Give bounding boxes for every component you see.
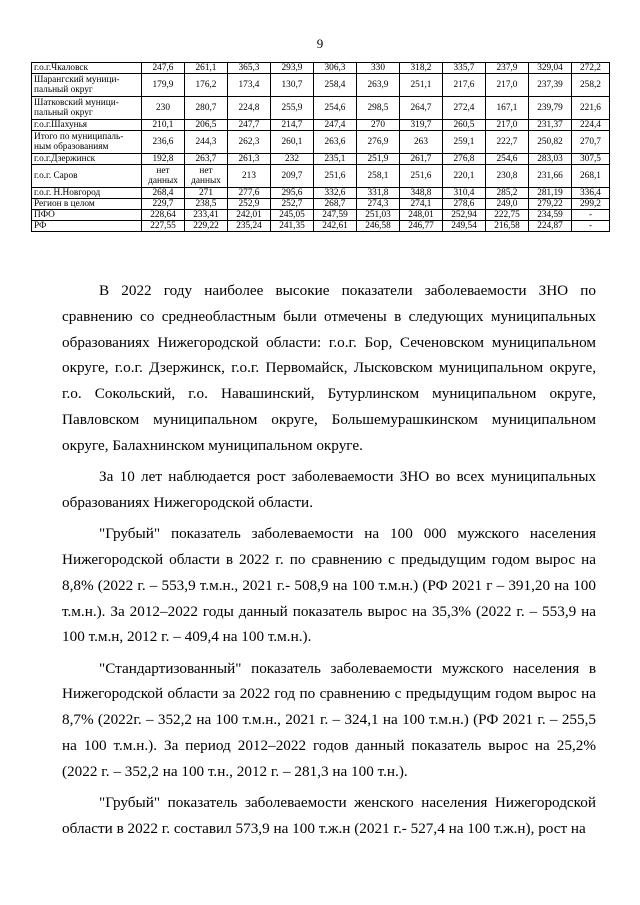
- value-cell: 179,9: [142, 74, 185, 97]
- value-cell: 280,7: [185, 97, 228, 120]
- value-cell: 238,5: [185, 199, 228, 210]
- value-cell: 306,3: [314, 63, 357, 74]
- value-cell: 231,37: [529, 120, 572, 131]
- value-cell: 236,6: [142, 131, 185, 154]
- value-cell: 251,1: [400, 74, 443, 97]
- value-cell: 209,7: [271, 165, 314, 188]
- value-cell: 274,1: [400, 199, 443, 210]
- value-cell: 242,61: [314, 221, 357, 232]
- value-cell: 278,6: [443, 199, 486, 210]
- value-cell: 260,5: [443, 120, 486, 131]
- row-name-cell: РФ: [32, 221, 142, 232]
- row-name-cell: г.о.г. Н.Новгород: [32, 188, 142, 199]
- value-cell: 293,9: [271, 63, 314, 74]
- value-cell: 213: [228, 165, 271, 188]
- value-cell: 176,2: [185, 74, 228, 97]
- value-cell: 247,6: [142, 63, 185, 74]
- incidence-table: [31, 62, 610, 232]
- value-cell: 192,8: [142, 154, 185, 165]
- value-cell: 261,3: [228, 154, 271, 165]
- row-name-cell: Шарангский муници-пальный округ: [32, 74, 142, 97]
- table-row: [32, 120, 610, 131]
- value-cell: 241,35: [271, 221, 314, 232]
- value-cell: 285,2: [486, 188, 529, 199]
- value-cell: 231,66: [529, 165, 572, 188]
- value-cell: 252,9: [228, 199, 271, 210]
- value-cell: 224,4: [572, 120, 610, 131]
- table-row: [32, 63, 610, 74]
- value-cell: 318,2: [400, 63, 443, 74]
- value-cell: 247,4: [314, 120, 357, 131]
- value-cell: 258,4: [314, 74, 357, 97]
- value-cell: 299,2: [572, 199, 610, 210]
- row-name-cell: Шатковский муници-пальный округ: [32, 97, 142, 120]
- value-cell: 263,9: [357, 74, 400, 97]
- value-cell: 258,2: [572, 74, 610, 97]
- value-cell: 249,54: [443, 221, 486, 232]
- value-cell: 239,79: [529, 97, 572, 120]
- table-row: [32, 221, 610, 232]
- value-cell: 272,4: [443, 97, 486, 120]
- row-name-cell: ПФО: [32, 210, 142, 221]
- value-cell: 272,2: [572, 63, 610, 74]
- value-cell: 216,58: [486, 221, 529, 232]
- value-cell: 214,7: [271, 120, 314, 131]
- value-cell: 268,1: [572, 165, 610, 188]
- value-cell: -: [572, 210, 610, 221]
- value-cell: 217,0: [486, 120, 529, 131]
- value-cell: 235,1: [314, 154, 357, 165]
- value-cell: 233,41: [185, 210, 228, 221]
- value-cell: 229,22: [185, 221, 228, 232]
- value-cell: 224,8: [228, 97, 271, 120]
- row-name-cell: г.о.г.Дзержинск: [32, 154, 142, 165]
- value-cell: 365,3: [228, 63, 271, 74]
- value-cell: 230,8: [486, 165, 529, 188]
- value-cell: 222,75: [486, 210, 529, 221]
- value-cell: 222,7: [486, 131, 529, 154]
- paragraph: За 10 лет наблюдается рост заболеваемости ЗНО во всех муниципальных образованиях Нижегородской области.: [62, 468, 596, 511]
- table-row: [32, 210, 610, 221]
- value-cell: 298,5: [357, 97, 400, 120]
- value-cell: 167,1: [486, 97, 529, 120]
- table-row: [32, 131, 610, 154]
- value-cell: 251,6: [400, 165, 443, 188]
- value-cell: 270,7: [572, 131, 610, 154]
- value-cell: 259,1: [443, 131, 486, 154]
- value-cell: 335,7: [443, 63, 486, 74]
- value-cell: 252,94: [443, 210, 486, 221]
- value-cell: 331,8: [357, 188, 400, 199]
- paragraph: "Грубый" показатель заболеваемости на 100 000 мужского населения Нижегородской области в 2022 г. по сравнению с предыдущим годом вырос на 8,8% (2022 г. – 553,9 т.м.н., 2021 г.- 508,9 на 100 т.м.н.) (РФ 2021 г – 391,20 на 100 т.м.н.). За 2012–2022 годы данный показатель вырос на 35,3% (2022 г. – 553,9 на 100 т.м.н, 2012 г. – 409,4 на 100 т.м.н.).: [62, 525, 596, 646]
- value-cell: 130,7: [271, 74, 314, 97]
- value-cell: 330: [357, 63, 400, 74]
- row-name-cell: г.о.г.Чкаловск: [32, 63, 142, 74]
- value-cell: 251,9: [357, 154, 400, 165]
- value-cell: 329,04: [529, 63, 572, 74]
- value-cell: 237,39: [529, 74, 572, 97]
- value-cell: 307,5: [572, 154, 610, 165]
- value-cell: 242,01: [228, 210, 271, 221]
- value-cell: 246,77: [400, 221, 443, 232]
- value-cell: 336,4: [572, 188, 610, 199]
- value-cell: 263: [400, 131, 443, 154]
- value-cell: 217,6: [443, 74, 486, 97]
- value-cell: 210,1: [142, 120, 185, 131]
- table-row: [32, 188, 610, 199]
- value-cell: 332,6: [314, 188, 357, 199]
- value-cell: 348,8: [400, 188, 443, 199]
- value-cell: 254,6: [486, 154, 529, 165]
- value-cell: 247,59: [314, 210, 357, 221]
- value-cell: -: [572, 221, 610, 232]
- value-cell: 248,01: [400, 210, 443, 221]
- value-cell: 221,6: [572, 97, 610, 120]
- table-row: [32, 199, 610, 210]
- value-cell: 319,7: [400, 120, 443, 131]
- table-row: [32, 154, 610, 165]
- value-cell: 277,6: [228, 188, 271, 199]
- value-cell: 220,1: [443, 165, 486, 188]
- value-cell: 258,1: [357, 165, 400, 188]
- value-cell: 244,3: [185, 131, 228, 154]
- value-cell: 173,4: [228, 74, 271, 97]
- value-cell: 224,87: [529, 221, 572, 232]
- value-cell: 234,59: [529, 210, 572, 221]
- value-cell: 235,24: [228, 221, 271, 232]
- value-cell: 247,7: [228, 120, 271, 131]
- value-cell: 283,03: [529, 154, 572, 165]
- value-cell: 252,7: [271, 199, 314, 210]
- row-name-cell: г.о.г. Саров: [32, 165, 142, 188]
- row-name-cell: Итого по муниципаль-ным образованиям: [32, 131, 142, 154]
- value-cell: 230: [142, 97, 185, 120]
- value-cell: 276,8: [443, 154, 486, 165]
- value-cell: 274,3: [357, 199, 400, 210]
- value-cell: 260,1: [271, 131, 314, 154]
- value-cell: 281,19: [529, 188, 572, 199]
- value-cell: 251,03: [357, 210, 400, 221]
- row-name-cell: г.о.г.Шахунья: [32, 120, 142, 131]
- value-cell: нет данных: [142, 165, 185, 188]
- value-cell: 232: [271, 154, 314, 165]
- value-cell: 228,64: [142, 210, 185, 221]
- page-number: 9: [316, 36, 324, 51]
- value-cell: 261,1: [185, 63, 228, 74]
- value-cell: 271: [185, 188, 228, 199]
- value-cell: 295,6: [271, 188, 314, 199]
- value-cell: 227,55: [142, 221, 185, 232]
- value-cell: 270: [357, 120, 400, 131]
- value-cell: 263,7: [185, 154, 228, 165]
- value-cell: 254,6: [314, 97, 357, 120]
- paragraph: "Стандартизованный" показатель заболеваемости мужского населения в Нижегородской области за 2022 год по сравнению с предыдущим годом вырос на 8,7% (2022г. – 352,2 на 100 т.м.н., 2021 г. – 324,1 на 100 т.м.н.) (РФ 2021 г. – 255,5 на 100 т.м.н.). За период 2012–2022 годов данный показатель вырос на 25,2% (2022 г. – 352,2 на 100 т.н., 2012 г. – 281,3 на 100 т.н.).: [62, 659, 596, 780]
- value-cell: 206,5: [185, 120, 228, 131]
- value-cell: 268,7: [314, 199, 357, 210]
- value-cell: 268,4: [142, 188, 185, 199]
- value-cell: 276,9: [357, 131, 400, 154]
- value-cell: 264,7: [400, 97, 443, 120]
- table-row: [32, 74, 610, 97]
- value-cell: 255,9: [271, 97, 314, 120]
- value-cell: 250,82: [529, 131, 572, 154]
- value-cell: 251,6: [314, 165, 357, 188]
- table-body: [32, 63, 610, 232]
- value-cell: 229,7: [142, 199, 185, 210]
- value-cell: 217,0: [486, 74, 529, 97]
- value-cell: нет данных: [185, 165, 228, 188]
- value-cell: 246,58: [357, 221, 400, 232]
- value-cell: 249,0: [486, 199, 529, 210]
- value-cell: 263,6: [314, 131, 357, 154]
- value-cell: 310,4: [443, 188, 486, 199]
- value-cell: 262,3: [228, 131, 271, 154]
- table-row: [32, 97, 610, 120]
- paragraph: В 2022 году наиболее высокие показатели заболеваемости ЗНО по сравнению со среднеобластным были отмечены в следующих муниципальных образованиях Нижегородской области: г.о.г. Бор, Сеченовском муниципальном округе, г.о.г. Дзержинск, г.о.г. Первомайск, Лысковском муниципальном округе, г.о. Сокольский, г.о. Навашинский, Бутурлинском муниципальном округе, Павловском муниципальном округе, Большемурашкинском муниципальном округе, Балахнинском муниципальном округе.: [62, 282, 596, 454]
- table-row: [32, 165, 610, 188]
- paragraph: "Грубый" показатель заболеваемости женского населения Нижегородской области в 2022 г. составил 573,9 на 100 т.ж.н (2021 г.- 527,4 на 100 т.ж.н), рост на: [62, 794, 596, 837]
- value-cell: 245,05: [271, 210, 314, 221]
- value-cell: 279,22: [529, 199, 572, 210]
- row-name-cell: Регион в целом: [32, 199, 142, 210]
- value-cell: 261,7: [400, 154, 443, 165]
- value-cell: 237,9: [486, 63, 529, 74]
- body-text: [62, 278, 596, 847]
